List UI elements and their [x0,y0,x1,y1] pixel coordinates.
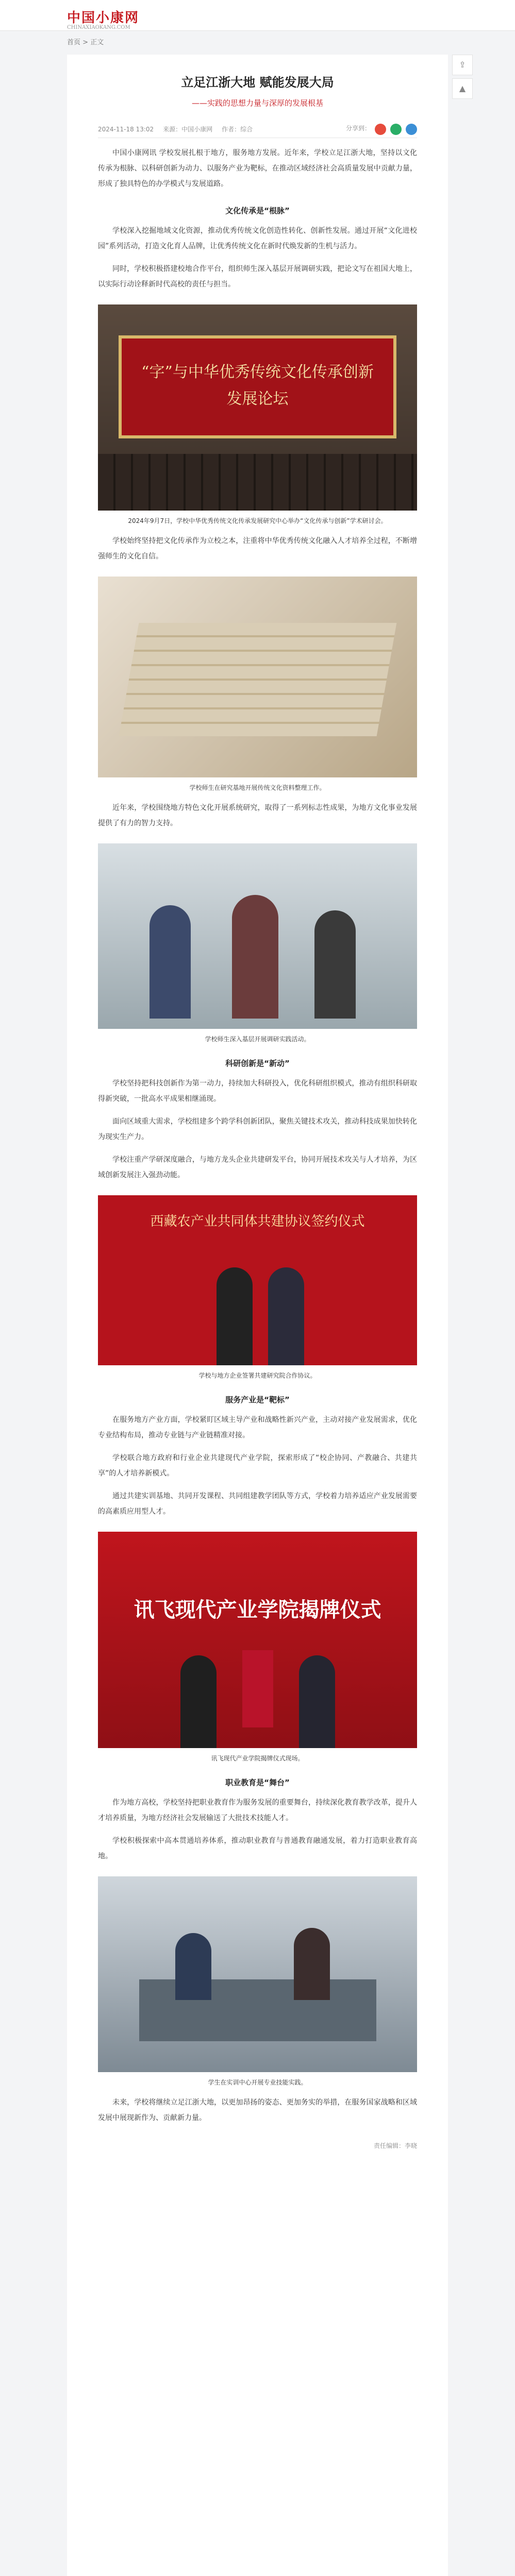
forum-banner-text: “字”与中华优秀传统文化传承创新发展论坛 [141,363,374,408]
section-heading: 文化传承是“根脉” [225,206,290,215]
article-paragraph: 学校坚持把科技创新作为第一动力，持续加大科研投入，优化科研组织模式，推动有组织科研取得新突破，一批高水平成果相继涌现。 [98,1079,417,1103]
wechat-share-icon[interactable] [390,124,402,135]
article-meta [98,121,417,138]
person-figure [294,1928,330,2000]
forum-photo [98,304,417,511]
article-card [67,55,448,2576]
article-paragraph: 近年来，学校围绕地方特色文化开展系统研究，取得了一系列标志性成果，为地方文化事业发展提供了有力的智力支持。 [98,804,417,827]
article-paragraph: 学校联合地方政府和行业企业共建现代产业学院，探索形成了“校企协同、产教融合、共建共享”的人才培养新模式。 [98,1454,417,1478]
logo-subtext: CHINAXIAOKANG.COM [67,25,130,30]
article-paragraph: 学校注重产学研深度融合，与地方龙头企业共建研发平台，协同开展技术攻关与人才培养，为区域创新发展注入强劲动能。 [98,1156,417,1179]
editor-credit: 责任编辑：李晓 [373,2142,417,2149]
person-figure [175,1933,211,2000]
article-paragraph: 作为地方高校，学校坚持把职业教育作为服务发展的重要舞台，持续深化教育教学改革，提升人才培养质量，为地方经济社会发展输送了大批技术技能人才。 [98,1799,417,1822]
photo-caption: 学生在实训中心开展专业技能实践。 [208,2079,307,2086]
breadcrumb-current: 正文 [90,39,104,46]
article-subtitle: ——实践的思想力量与深厚的发展根基 [191,98,323,108]
photo-caption: 学校与地方企业签署共建研究院合作协议。 [198,1372,317,1379]
photo-caption: 学校师生在研究基地开展传统文化资料整理工作。 [189,784,326,791]
person-figure [314,910,356,1019]
site-logo[interactable] [67,7,139,30]
article-paragraph: 通过共建实训基地、共同开发课程、共同组建教学团队等方式，学校着力培养适应产业发展需要的高素质应用型人才。 [98,1492,417,1516]
breadcrumb-separator: > [80,39,91,46]
section-heading: 服务产业是“靶标” [225,1395,290,1404]
archive-photo [98,577,417,777]
person-figure [268,1267,304,1365]
person-figure [299,1655,335,1748]
workbench [139,1979,376,2041]
article-paragraph: 同时，学校积极搭建校地合作平台，组织师生深入基层开展调研实践，把论文写在祖国大地上，以实际行动诠释新时代高校的责任与担当。 [98,265,417,289]
article-paragraph: 未来，学校将继续立足江浙大地，以更加昂扬的姿态、更加务实的举措，在服务国家战略和区域发展中展现新作为、贡献新力量。 [98,2098,417,2122]
article-paragraph: 面向区域重大需求，学校组建多个跨学科创新团队，聚焦关键技术攻关，推动科技成果加快转化为现实生产力。 [98,1117,417,1141]
breadcrumb [0,31,515,55]
share-icon[interactable]: ⇪ [452,55,473,75]
logo-text: 中国小康网 [67,10,140,26]
photo-caption: 2024年9月7日，学校中华优秀传统文化传承发展研究中心举办“文化传承与创新”学术研讨会。 [128,517,387,524]
college-banner-text: 讯飞现代产业学院揭牌仪式 [134,1598,381,1622]
photo-caption: 讯飞现代产业学院揭牌仪式现场。 [211,1755,304,1762]
signing-banner-text: 西藏农产业共同体共建协议签约仪式 [150,1214,365,1229]
person-figure [180,1655,217,1748]
training-photo [98,1876,417,2072]
qq-share-icon[interactable] [406,124,417,135]
article-paragraph: 在服务地方产业方面，学校紧盯区域主导产业和战略性新兴产业，主动对接产业发展需求，优化专业结构布局，推动专业链与产业链精准对接。 [98,1416,417,1439]
top-navigation [0,0,515,31]
share-bar [346,124,417,135]
article-paragraph: 学校积极探索中高本贯通培养体系，推动职业教育与普通教育融通发展，着力打造职业教育高地。 [98,1837,417,1860]
person-figure [217,1267,253,1365]
article-title: 立足江浙大地 赋能发展大局 [181,75,334,90]
breadcrumb-home[interactable]: 首页 [67,39,81,46]
share-label: 分享到： [345,124,371,132]
weibo-share-icon[interactable] [375,124,386,135]
person-figure [149,905,191,1019]
photo-caption: 学校师生深入基层开展调研实践活动。 [205,1036,310,1043]
article-author: 作者：综合 [222,126,253,133]
signing-photo [98,1195,417,1365]
fieldwork-photo [98,843,417,1029]
section-heading: 职业教育是“舞台” [225,1778,290,1787]
publish-time: 2024-11-18 13:02 [98,125,154,133]
article-paragraph: 学校深入挖掘地域文化资源，推动优秀传统文化创造性转化、创新性发展。通过开展“文化进校园”系列活动，打造文化育人品牌，让优秀传统文化在新时代焕发新的生机与活力。 [98,227,417,250]
person-figure [232,895,278,1019]
audience-seats [98,454,417,511]
back-to-top-icon[interactable]: ▲ [452,78,473,99]
section-heading: 科研创新是“新动” [225,1059,290,1068]
archive-materials [119,623,397,736]
article-paragraph: 中国小康网讯 学校发展扎根于地方，服务地方发展。近年来，学校立足江浙大地，坚持以文化传承为根脉、以科研创新为动力、以服务产业为靶标，在推动区域经济社会高质量发展中贡献力量，形成了独具特色的办学模式与发展道路。 [98,149,417,188]
article-source: 来源：中国小康网 [163,126,213,133]
college-unveiling-photo [98,1532,417,1748]
forum-banner [119,335,396,438]
plaque-cover [242,1650,273,1727]
side-toolbar [452,55,473,102]
article-paragraph: 学校始终坚持把文化传承作为立校之本，注重将中华优秀传统文化融入人才培养全过程，不断增强师生的文化自信。 [98,537,417,561]
